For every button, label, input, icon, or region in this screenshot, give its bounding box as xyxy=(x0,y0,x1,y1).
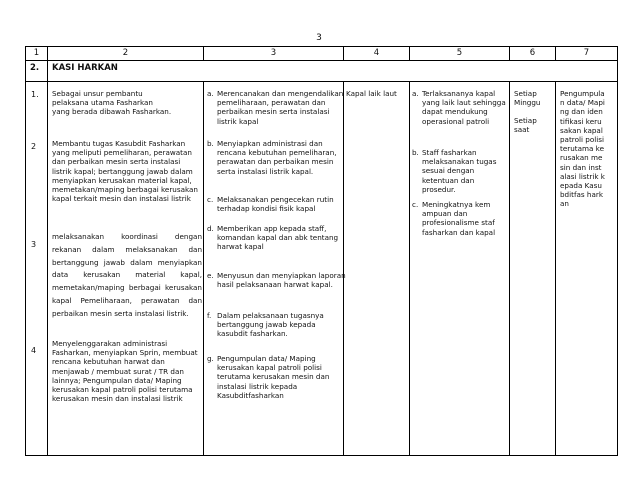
outcome-a xyxy=(412,89,510,126)
outcome-c-letter: c. xyxy=(412,200,419,209)
notes-text: Pengumpulan data/ Maping dan identifikasi kerusakan kapal patroli polisi terutama kerusakan mesin dan instalasi listrik kepada Kasubditfas harkan xyxy=(560,89,605,209)
task-f-letter: f. xyxy=(207,311,212,320)
header-col-6: 6 xyxy=(510,47,556,61)
outcome-b-text: Staff fasharkan melaksanakan tugas sesuai dengan ketentuan dan prosedur. xyxy=(422,148,497,194)
description-1: Sebagai unsur pembantu pelaksana utama Fasharkan yang berada dibawah Fasharkan. xyxy=(52,89,172,117)
frequency-cell xyxy=(510,82,556,456)
tasks-cell xyxy=(204,82,344,456)
task-c xyxy=(207,195,347,213)
description-4: Menyelenggarakan administrasi Fasharkan, menyiapkan Sprin, membuat rencana kebutuhan harwat dan menjawab / membuat surat / TR dan lainnya; Pengumpulan data/ Maping kerusakan kapal patroli polisi terutama kerusakan mesin dan instalasi listrik xyxy=(52,339,198,404)
outcomes-cell xyxy=(410,82,510,456)
duty-table xyxy=(25,46,618,456)
outcome-b-letter: b. xyxy=(412,148,419,157)
item-number-3: 3 xyxy=(31,240,37,249)
header-col-5: 5 xyxy=(410,47,510,61)
task-g-letter: g. xyxy=(207,354,214,363)
target-cell xyxy=(344,82,410,456)
section-title: KASI HARKAN xyxy=(48,61,618,82)
description-2: Membantu tugas Kasubdit Fasharkan yang meliputi pemeliharan, perawatan dan perbaikan mesin serta instalasi listrik kapal; bertanggung jawab dalam menyiapkan kerusakan material kapal, memetakan/maping berbagai kerusakan kapal terkait mesin dan instalasi listrik xyxy=(52,139,198,204)
task-d-letter: d. xyxy=(207,224,214,233)
header-row xyxy=(26,47,618,61)
notes-cell xyxy=(556,82,618,456)
outcome-a-letter: a. xyxy=(412,89,419,98)
outcome-c-text: Meningkatnya kem ampuan dan profesionalisme staf fasharkan dan kapal xyxy=(422,200,496,237)
number-cell xyxy=(26,82,48,456)
task-f xyxy=(207,311,347,339)
header-col-2: 2 xyxy=(48,47,204,61)
header-col-4: 4 xyxy=(344,47,410,61)
frequency-1: Setiap Minggu xyxy=(514,89,541,108)
task-e xyxy=(207,271,347,289)
task-g xyxy=(207,354,347,400)
outcome-c xyxy=(412,200,510,237)
outcome-b xyxy=(412,148,510,194)
item-number-2: 2 xyxy=(31,142,37,151)
header-col-7: 7 xyxy=(556,47,618,61)
task-a-text: Merencanakan dan mengendalikan pemeliharaan, perawatan dan perbaikan mesin serta instalasi listrik kapal xyxy=(217,89,344,126)
task-e-letter: e. xyxy=(207,271,214,280)
task-c-text: Melaksanakan pengecekan rutin terhadap kondisi fisik kapal xyxy=(217,195,334,214)
header-col-3: 3 xyxy=(204,47,344,61)
section-number: 2. xyxy=(26,61,48,82)
description-3: melaksanakan koordinasi dengan rekanan dalam melaksanakan dan bertanggung jawab dalam menyiapkan data kerusakan material kapal, memetakan/maping berbagai kerusakan kapal Pemeliharaan, perawatan dan perbaikan mesin serta instalasi listrik. xyxy=(52,232,202,318)
frequency-2: Setiap saat xyxy=(514,116,537,135)
content-row xyxy=(26,82,618,456)
task-b-text: Menyiapkan administrasi dan rencana kebutuhan pemeliharan, perawatan dan perbaikan mesin serta instalasi listrik kapal. xyxy=(217,139,337,176)
task-d-text: Memberikan app kepada staff, komandan kapal dan abk tentang harwat kapal xyxy=(217,224,339,252)
task-g-text: Pengumpulan data/ Maping kerusakan kapal patroli polisi terutama kerusakan mesin dan instalasi listrik kepada Kasubditfasharkan xyxy=(217,354,330,400)
task-b xyxy=(207,139,347,176)
task-a xyxy=(207,89,347,126)
section-row xyxy=(26,61,618,82)
task-c-letter: c. xyxy=(207,195,214,204)
task-a-letter: a. xyxy=(207,89,214,98)
header-col-1: 1 xyxy=(26,47,48,61)
item-number-1: 1. xyxy=(31,90,39,99)
task-f-text: Dalam pelaksanaan tugasnya bertanggung jawab kepada kasubdit fasharkan. xyxy=(217,311,324,339)
page-number: 3 xyxy=(316,33,322,43)
item-number-4: 4 xyxy=(31,346,37,355)
task-d xyxy=(207,224,347,252)
target-text: Kapal laik laut xyxy=(346,89,397,98)
task-b-letter: b. xyxy=(207,139,214,148)
description-cell xyxy=(48,82,204,456)
outcome-a-text: Terlaksananya kapal yang laik laut sehingga dapat mendukung operasional patroli xyxy=(422,89,506,126)
task-e-text: Menyusun dan menyiapkan laporan hasil pelaksanaan harwat kapal. xyxy=(217,271,346,290)
